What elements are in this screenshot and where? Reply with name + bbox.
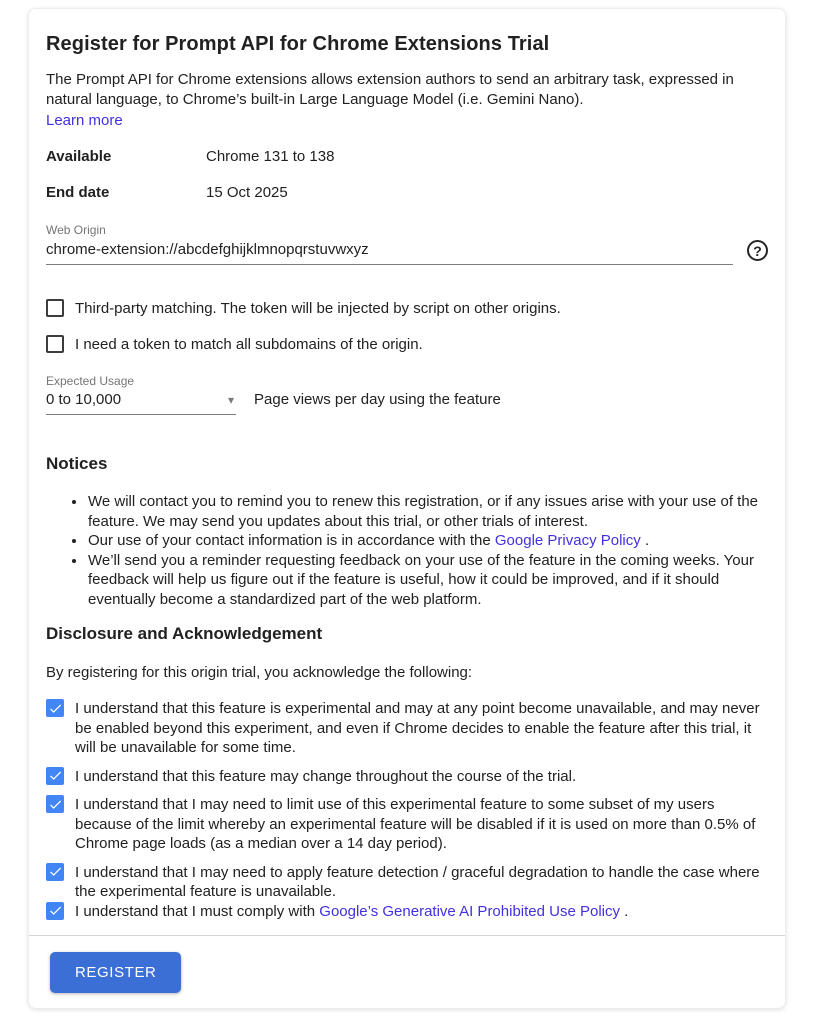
end-date-label: End date bbox=[46, 184, 110, 201]
ack-experimental-checkbox[interactable] bbox=[46, 699, 64, 717]
subdomain-matching-option bbox=[46, 335, 768, 355]
card-footer bbox=[29, 935, 785, 1008]
web-origin-field bbox=[46, 223, 768, 265]
ack-limit-checkbox[interactable] bbox=[46, 795, 64, 813]
third-party-matching-label: Third-party matching. The token will be injected by script on other origins. bbox=[75, 300, 561, 317]
expected-usage-field bbox=[46, 374, 768, 415]
third-party-matching-checkbox[interactable] bbox=[46, 299, 64, 317]
expected-usage-label: Expected Usage bbox=[46, 374, 135, 388]
google-privacy-policy-link[interactable]: Google Privacy Policy bbox=[494, 532, 641, 549]
expected-usage-select[interactable] bbox=[46, 388, 236, 415]
ack-change-checkbox[interactable] bbox=[46, 767, 64, 785]
checkmark-icon bbox=[48, 864, 63, 879]
ack-feature-detection-item: I understand that I may need to apply feature detection / graceful degradation to handle the case where the experimental feature is unavailable. bbox=[46, 863, 768, 902]
ack-experimental-item: I understand that this feature is experimental and may at any point become unavailable, and may never be enabled beyond this experiment, and even if Chrome decides to enable the feature after this trial, it will be unavailable for some time. bbox=[46, 699, 768, 758]
disclosure-heading: Disclosure and Acknowledgement bbox=[46, 624, 323, 643]
checkmark-icon bbox=[48, 701, 63, 716]
generative-ai-policy-link[interactable]: Google’s Generative AI Prohibited Use Policy bbox=[319, 902, 620, 920]
subdomain-matching-label: I need a token to match all subdomains of the origin. bbox=[75, 335, 423, 353]
checkmark-icon bbox=[48, 903, 63, 918]
available-row bbox=[46, 147, 768, 166]
subdomain-matching-checkbox[interactable] bbox=[46, 335, 64, 353]
disclosure-intro: By registering for this origin trial, you acknowledge the following: bbox=[46, 664, 473, 681]
notice-item: • We’ll send you a reminder requesting feedback on your use of the feature in the coming weeks. Your feedback will help us figure out if the feature is useful, how it could be improved, and if it should eventually become a standardized part of the web platform. bbox=[87, 551, 768, 610]
ack-feature-detection-checkbox[interactable] bbox=[46, 863, 64, 881]
notice-item: • We will contact you to remind you to renew this registration, or if any issues arise with your use of the feature. We may send you updates about this trial, or other trials of interest. bbox=[87, 492, 768, 531]
help-icon[interactable]: ? bbox=[747, 240, 768, 261]
web-origin-input[interactable] bbox=[46, 237, 733, 265]
end-date-row bbox=[46, 183, 768, 202]
notices-heading: Notices bbox=[46, 454, 108, 473]
registration-card bbox=[28, 8, 786, 1009]
chevron-down-icon: ▾ bbox=[227, 392, 234, 407]
ack-policy-checkbox[interactable] bbox=[46, 902, 64, 920]
register-button[interactable]: REGISTER bbox=[50, 952, 181, 993]
available-value: Chrome 131 to 138 bbox=[206, 148, 335, 165]
end-date-value: 15 Oct 2025 bbox=[206, 184, 288, 201]
notice-item: • Our use of your contact information is in accordance with the Google Privacy Policy . bbox=[87, 531, 768, 551]
expected-usage-suffix: Page views per day using the feature bbox=[254, 391, 501, 408]
ack-limit-item: I understand that I may need to limit use of this experimental feature to some subset of my users because of the limit whereby an experimental feature will be disabled if it is used on more than 0.5% of Chrome page loads (as a median over a 14 day period). bbox=[46, 795, 768, 854]
page-title: Register for Prompt API for Chrome Extensions Trial bbox=[46, 33, 550, 55]
ack-policy-item: I understand that I must comply with Google’s Generative AI Prohibited Use Policy . bbox=[46, 902, 768, 922]
checkmark-icon bbox=[48, 768, 63, 783]
web-origin-label: Web Origin bbox=[46, 223, 106, 237]
third-party-matching-option bbox=[46, 299, 768, 319]
expected-usage-value: 0 to 10,000 bbox=[46, 391, 122, 408]
notices-list bbox=[87, 492, 768, 609]
ack-change-item: I understand that this feature may change throughout the course of the trial. bbox=[46, 767, 768, 787]
checkmark-icon bbox=[48, 797, 63, 812]
acknowledgement-list bbox=[46, 699, 768, 921]
available-label: Available bbox=[46, 148, 112, 165]
learn-more-link[interactable]: Learn more bbox=[46, 112, 123, 129]
trial-description: The Prompt API for Chrome extensions allows extension authors to send an arbitrary task, expressed in natural language, to Chrome’s built-in Large Language Model (i.e. Gemini Nano). bbox=[46, 71, 734, 108]
